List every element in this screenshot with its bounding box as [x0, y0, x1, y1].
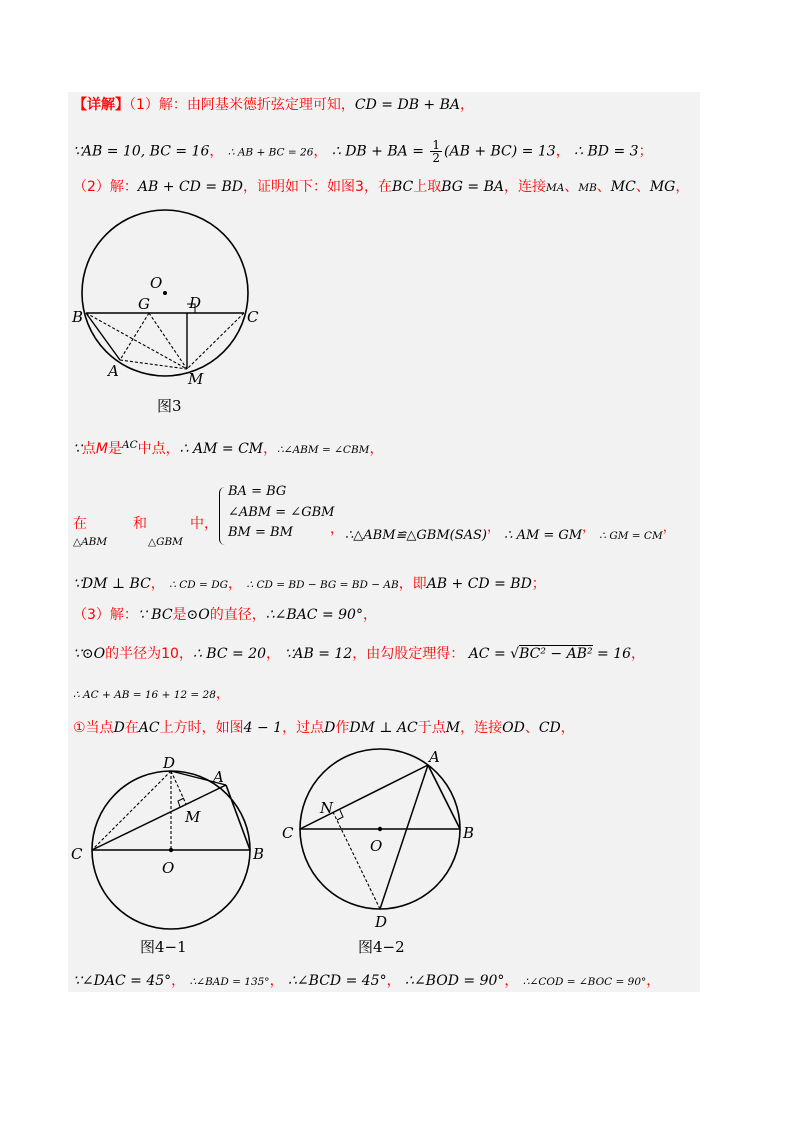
text: ，连接	[503, 179, 546, 195]
system-row-2: ∠ABM = ∠GBM	[228, 505, 335, 520]
punct: ，	[313, 143, 328, 160]
label-a: A	[429, 748, 440, 766]
math: DM ⊥ AC	[349, 720, 418, 736]
math: AB + CD = BD	[137, 179, 244, 195]
punct: ，	[631, 646, 646, 662]
math: ∴∠BOD = 90°	[405, 973, 505, 989]
label-m: M	[185, 808, 201, 826]
punct: ，	[228, 576, 242, 592]
label-o: O	[150, 274, 163, 292]
label-n: N	[320, 799, 334, 817]
label-d: D	[189, 294, 202, 312]
label-d: D	[163, 754, 176, 772]
math: △GBM	[148, 536, 183, 548]
math: ∴ BC = 20	[192, 646, 267, 662]
part1-intro: （1）解：由阿基米德折弦定理可知，	[129, 97, 355, 113]
text: 在	[73, 516, 87, 532]
sqrt-body: BC² − AB²	[519, 646, 593, 662]
text: 是	[172, 607, 187, 623]
label-b: B	[253, 845, 265, 863]
text: ，连接	[460, 720, 503, 736]
math: BC	[391, 179, 414, 195]
math: D	[324, 720, 336, 736]
math: ∴ CD = BD − BG = BD − AB	[246, 579, 399, 591]
part2-intro: （2）解：	[73, 179, 138, 195]
punct: ，	[646, 973, 661, 989]
text: ，证明如下：如图3，在	[243, 179, 392, 195]
text: 在	[124, 720, 139, 736]
math: 4 − 1	[243, 720, 283, 736]
math: ∴ AM = GM	[504, 528, 583, 543]
label-a: A	[108, 362, 119, 380]
figure-3-caption: 图3	[157, 397, 182, 415]
text: 中点，	[137, 441, 180, 457]
math: ∴ GM = CM	[599, 530, 663, 542]
math: ∴ CD = DG	[169, 579, 228, 591]
text: ，由勾股定理得：	[352, 646, 465, 662]
math: M	[445, 720, 461, 736]
math: MB	[578, 182, 597, 194]
punct: ，	[150, 576, 165, 592]
text: ，即	[398, 576, 427, 592]
math: AC =	[468, 646, 511, 662]
detail-tag: 【详解】	[73, 97, 129, 113]
math: CD	[538, 720, 561, 736]
math-sum: ∴ AB + BC = 26	[227, 146, 314, 159]
math: ⊙O	[186, 607, 210, 623]
text: 的直径，	[209, 607, 266, 623]
text: 中，	[190, 516, 218, 532]
math: ∴∠BAC = 90°	[265, 607, 363, 623]
text: ，	[560, 720, 575, 736]
solution-line-11	[73, 972, 660, 991]
math-given: ∵AB = 10, BC = 16	[73, 143, 210, 160]
math: ∴ AM = CM	[179, 441, 264, 457]
math-half-start: ∴ DB + BA =	[331, 143, 429, 160]
math: MG	[649, 179, 676, 195]
math: AC	[138, 720, 160, 736]
punct: ；	[638, 143, 653, 160]
punct: ，	[460, 97, 475, 113]
text: 上取	[413, 179, 442, 195]
math: ∵⊙O	[73, 646, 106, 662]
chord-ca	[300, 765, 428, 829]
system-row-1: BA = BG	[228, 484, 287, 499]
math: ∴∠ABM = ∠CBM	[277, 444, 370, 456]
chord-ad	[380, 765, 428, 909]
punct: ，	[386, 973, 401, 989]
text: 是	[108, 441, 123, 457]
text: ，	[675, 179, 690, 195]
text: 和	[133, 516, 147, 532]
text: ，过点	[282, 720, 325, 736]
segment-dn	[333, 812, 383, 909]
fraction-numerator: 1	[432, 138, 441, 152]
punct: ，	[555, 143, 570, 160]
label-d: D	[375, 913, 388, 931]
math: = 16	[592, 646, 632, 662]
label-b: B	[463, 824, 475, 842]
figure-4-2-caption: 图4−2	[358, 938, 405, 956]
punct: ，	[215, 686, 230, 702]
math: ∴ AC + AB = 16 + 12 = 28	[73, 689, 216, 701]
label-g: G	[138, 295, 150, 313]
math-bd: ∴ BD = 3	[574, 143, 639, 160]
punct: ，	[662, 520, 676, 535]
right-angle-mark	[337, 810, 343, 820]
math: △ABM	[73, 536, 108, 548]
math: D	[113, 720, 125, 736]
math-half-end: (AB + BC) = 13	[444, 143, 556, 160]
sqrt-sign: √	[510, 646, 520, 662]
label-a: A	[213, 768, 224, 786]
text: 、	[564, 179, 579, 195]
punct: ，	[209, 143, 224, 160]
text: 、	[524, 720, 539, 736]
text: 、	[596, 179, 611, 195]
punct: ，	[263, 441, 278, 457]
label-c: C	[71, 845, 83, 863]
label-m: M	[188, 370, 204, 388]
fraction-denominator: 2	[432, 151, 441, 165]
punct: ；	[531, 576, 546, 592]
math: M	[95, 441, 109, 457]
math: ∵∠DAC = 45°	[73, 973, 172, 989]
math: AB + CD = BD	[426, 576, 532, 592]
equation: CD = DB + BA	[354, 97, 461, 113]
punct: ，	[330, 521, 344, 537]
math: ∵ BC	[137, 607, 173, 623]
label-c: C	[282, 824, 294, 842]
math: MA	[545, 182, 565, 194]
math: MC	[610, 179, 636, 195]
punct: ，	[487, 520, 501, 535]
part3-intro: （3）解：	[73, 607, 138, 623]
text: ①当点	[73, 720, 114, 736]
math-congruent: ∴△ABM≌△GBM(SAS)	[345, 528, 488, 543]
chord-ab	[428, 765, 460, 829]
text: 、	[635, 179, 650, 195]
punct: ，	[266, 646, 281, 662]
math: BG = BA	[441, 179, 504, 195]
label-c: C	[247, 308, 259, 326]
punct: ，	[369, 441, 384, 457]
text: 的半径为10，	[105, 646, 193, 662]
math: ∵AB = 12	[284, 646, 353, 662]
because: ∵	[73, 441, 82, 457]
text: 上方时，如图	[159, 720, 244, 736]
label-b: B	[72, 308, 84, 326]
label-o: O	[370, 837, 383, 855]
label-o: O	[162, 859, 175, 877]
system-row-3: BM = BM	[228, 525, 293, 540]
punct: ，	[504, 973, 519, 989]
math: ∵DM ⊥ BC	[73, 576, 151, 592]
figure-4-1-caption: 图4−1	[140, 938, 187, 956]
math: ∴∠BAD = 135°	[189, 976, 270, 988]
punct: ，	[171, 973, 186, 989]
text: 于点	[417, 720, 446, 736]
punct: ，	[582, 520, 596, 535]
math: OD	[502, 720, 525, 736]
math: ∴∠COD = ∠BOC = 90°	[522, 976, 647, 988]
punct: ，	[269, 973, 284, 989]
text: 作	[335, 720, 350, 736]
punct: ，	[362, 607, 377, 623]
math: ∴∠BCD = 45°	[288, 973, 387, 989]
arc-ac: AC	[122, 439, 138, 451]
text: 点	[81, 441, 96, 457]
center-dot	[378, 827, 382, 831]
